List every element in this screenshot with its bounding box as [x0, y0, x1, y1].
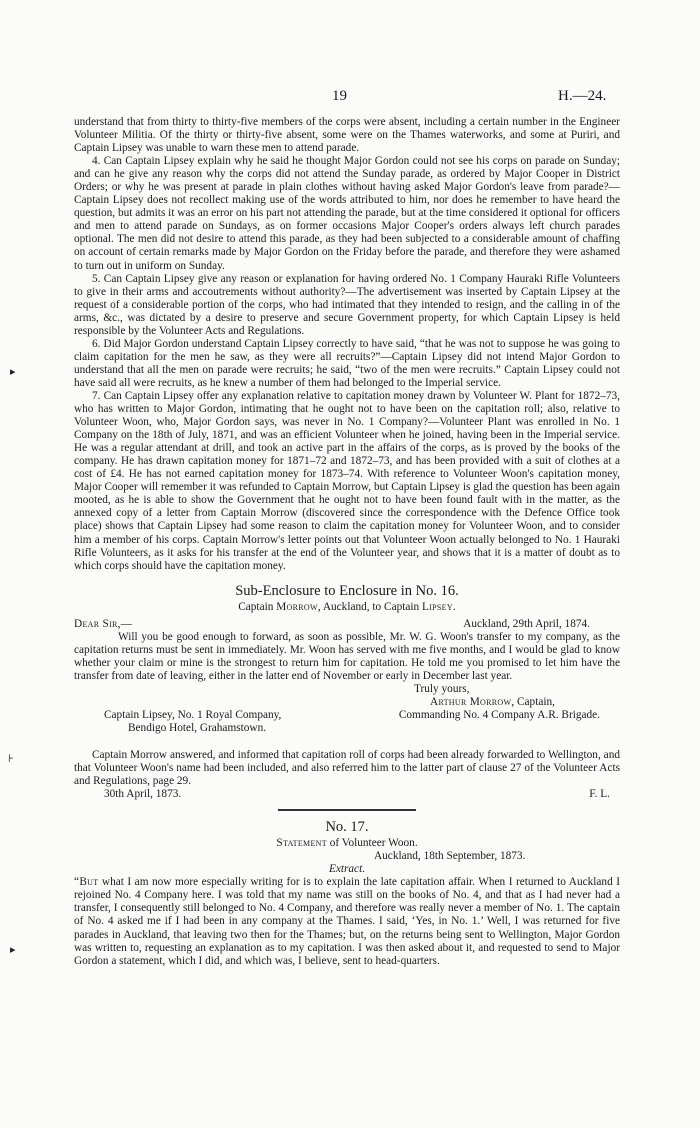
- addressee-line: Bendigo Hotel, Grahamstown.: [128, 722, 267, 735]
- page-body: [74, 116, 620, 968]
- no17-heading: No. 17.: [325, 819, 369, 836]
- sub-enclosure-heading: Sub-Enclosure to Enclosure in No. 16.: [235, 582, 459, 599]
- document-reference: H.—24.: [558, 88, 607, 104]
- no17-subheading: Statement of Volunteer Woon.: [276, 837, 418, 850]
- letter-body: Will you be good enough to forward, as soon as possible, Mr. W. G. Woon's transfer to my company, as the capitation returns must be sent in immediately. Mr. Woon has served with me five months, and I would be glad to know whether your claim or mine is the strongest to return him for capitation. He told me you promised to let him have the transfer from date of leaving, either in the latter end of November or early in December last year.: [74, 630, 620, 682]
- addressee-line: Captain Lipsey, No. 1 Royal Company,: [104, 708, 282, 721]
- paragraph: 5. Can Captain Lipsey give any reason or explanation for having ordered No. 1 Company Hauraki Rifle Volunteers to give in their arms and accoutrements without authority?—The advertisement was inserted by Captain Lipsey at the request of a considerable portion of the corps, who had intimated that they intended to resign, and the calling in of the arms, &c., was dictated by a desire to preserve and secure Government property, for which Captain Lipsey is held responsible by the Volunteer Acts and Regulations.: [74, 272, 620, 337]
- note-initials: F. L.: [589, 788, 610, 801]
- margin-mark: ▸: [10, 943, 16, 956]
- no17-date: Auckland, 18th September, 1873.: [374, 850, 526, 863]
- page-header: [0, 88, 700, 108]
- addressee-row: [74, 709, 620, 722]
- sub-enclosure-subheading: Captain Morrow, Auckland, to Captain Lipsey.: [238, 600, 456, 613]
- margin-mark: ▸: [10, 365, 16, 378]
- page-number: 19: [332, 88, 347, 104]
- paragraph: 6. Did Major Gordon understand Captain Lipsey correctly to have said, “that he was not to suppose he was going to claim capitation for the men he saw, as they were all recruits?”—Captain Lipsey did not intend Major Gordon to understand that all the men on parade were recruits; he said, “two of the men were recruits.” Captain Lipsey could not have said all were recruits, as he knew a number of them had belonged to the Imperial service.: [74, 337, 620, 389]
- letter-date: Auckland, 29th April, 1874.: [463, 617, 590, 630]
- letter-signature: Arthur Morrow, Captain,: [430, 695, 555, 708]
- letter-header-row: [74, 618, 620, 631]
- note-footer-row: [74, 788, 620, 801]
- section-divider: [278, 809, 416, 811]
- paragraph: understand that from thirty to thirty-five members of the corps were absent, including a certain number in the Engineer Volunteer Militia. Of the thirty or thirty-five absent, some were on the Thames waterworks, and some at Puriri, and Captain Lipsey was unable to warn these men to attend parade.: [74, 116, 620, 155]
- note-paragraph: Captain Morrow answered, and informed that capitation roll of corps had been already forwarded to Wellington, and that Volunteer Woon's name had been included, and also referred him to the latter part of clause 27 of the Volunteer Acts and Regulations, page 29.: [74, 749, 620, 788]
- salutation: Dear Sir,—: [74, 617, 133, 630]
- paragraph: 7. Can Captain Lipsey offer any explanation relative to capitation money drawn by Volunteer W. Plant for 1872–73, who has written to Major Gordon, intimating that he ought not to have been on the capitation roll; also, relative to Volunteer Woon, who, Major Gordon says, was never in No. 1 Company?—Volunteer Plant was enrolled in No. 1 Company on the 18th of July, 1871, and was an efficient Volunteer when he joined, having been in the Imperial service. He was a regular attendant at drill, and took an active part in the affairs of the corps, as is proved by the books of the company. He has drawn capitation money for 1871–72 and 1872–73, and has been provided with a suit of clothes at a cost of £4. He has not earned capitation money for 1873–74. With reference to Volunteer Woon's capitation money, Major Cooper will remember it was refunded to Captain Morrow, but Captain Lipsey is glad the question has been again mooted, as he is able to show the Government that he ought not to have been found fault with in the matter, as the annexed copy of a letter from Captain Morrow (discovered since the correspondence with the Defence Office took place) shows that Captain Lipsey had some reason to claim the capitation money for Volunteer Woon, and to consider him a member of his corps. Captain Morrow's letter points out that Volunteer Woon actually belonged to No. 1 Hauraki Rifle Volunteers, as it asks for his transfer at the end of the Volunteer year, and shows that it is a matter of doubt as to which corps should have the capitation money.: [74, 389, 620, 572]
- signature-title: Commanding No. 4 Company A.R. Brigade.: [398, 708, 600, 721]
- no17-body: “But what I am now more especially writing for is to explain the late capitation affair. When I returned to Auckland I rejoined No. 4 Company here. I was told that my name was still on the books of No. 4, and that as I had never had a transfer, I consequently still belonged to No. 4 Company, and therefore was really never a member of No. 1. The captain of No. 4 asked me if I had been in any company at the Thames. I said, ‘Yes, in No. 1.’ Well, I was returned for five parades in Auckland, that leaving two then for the Thames; but, on the returns being sent to Wellington, Major Gordon was written to, requesting an explanation as to my capitation. I was then asked about it, and requested to send to Major Gordon a statement, which I did, and which was, I believe, sent to head-quarters.: [74, 876, 620, 967]
- margin-mark: ⊦: [8, 752, 14, 765]
- note-date: 30th April, 1873.: [104, 788, 182, 801]
- paragraph: 4. Can Captain Lipsey explain why he said he thought Major Gordon could not see his corps on parade on Sunday; and can he give any reason why the corps did not attend the Sunday parade, as ordered by Major Cooper in District Orders; or why he was present at parade in plain clothes without having asked Major Gordon's leave from parade?—Captain Lipsey does not recollect making use of the words attributed to him, nor does he remember to have heard the question, but admits it was an error on his part not attending the parade, but at the time considered it optional for officers and men to attend parade on Sundays, as on former occasions Major Cooper's orders always left church parades optional. The men did not desire to attend this parade, as they had been subjected to a considerable amount of chaffing on account of certain remarks made by Major Gordon on the Friday before the parade, and therefore they were ashamed to turn out in uniform on Sunday.: [74, 155, 620, 272]
- letter-closing: Truly yours,: [414, 682, 470, 695]
- extract-label: Extract.: [328, 863, 366, 876]
